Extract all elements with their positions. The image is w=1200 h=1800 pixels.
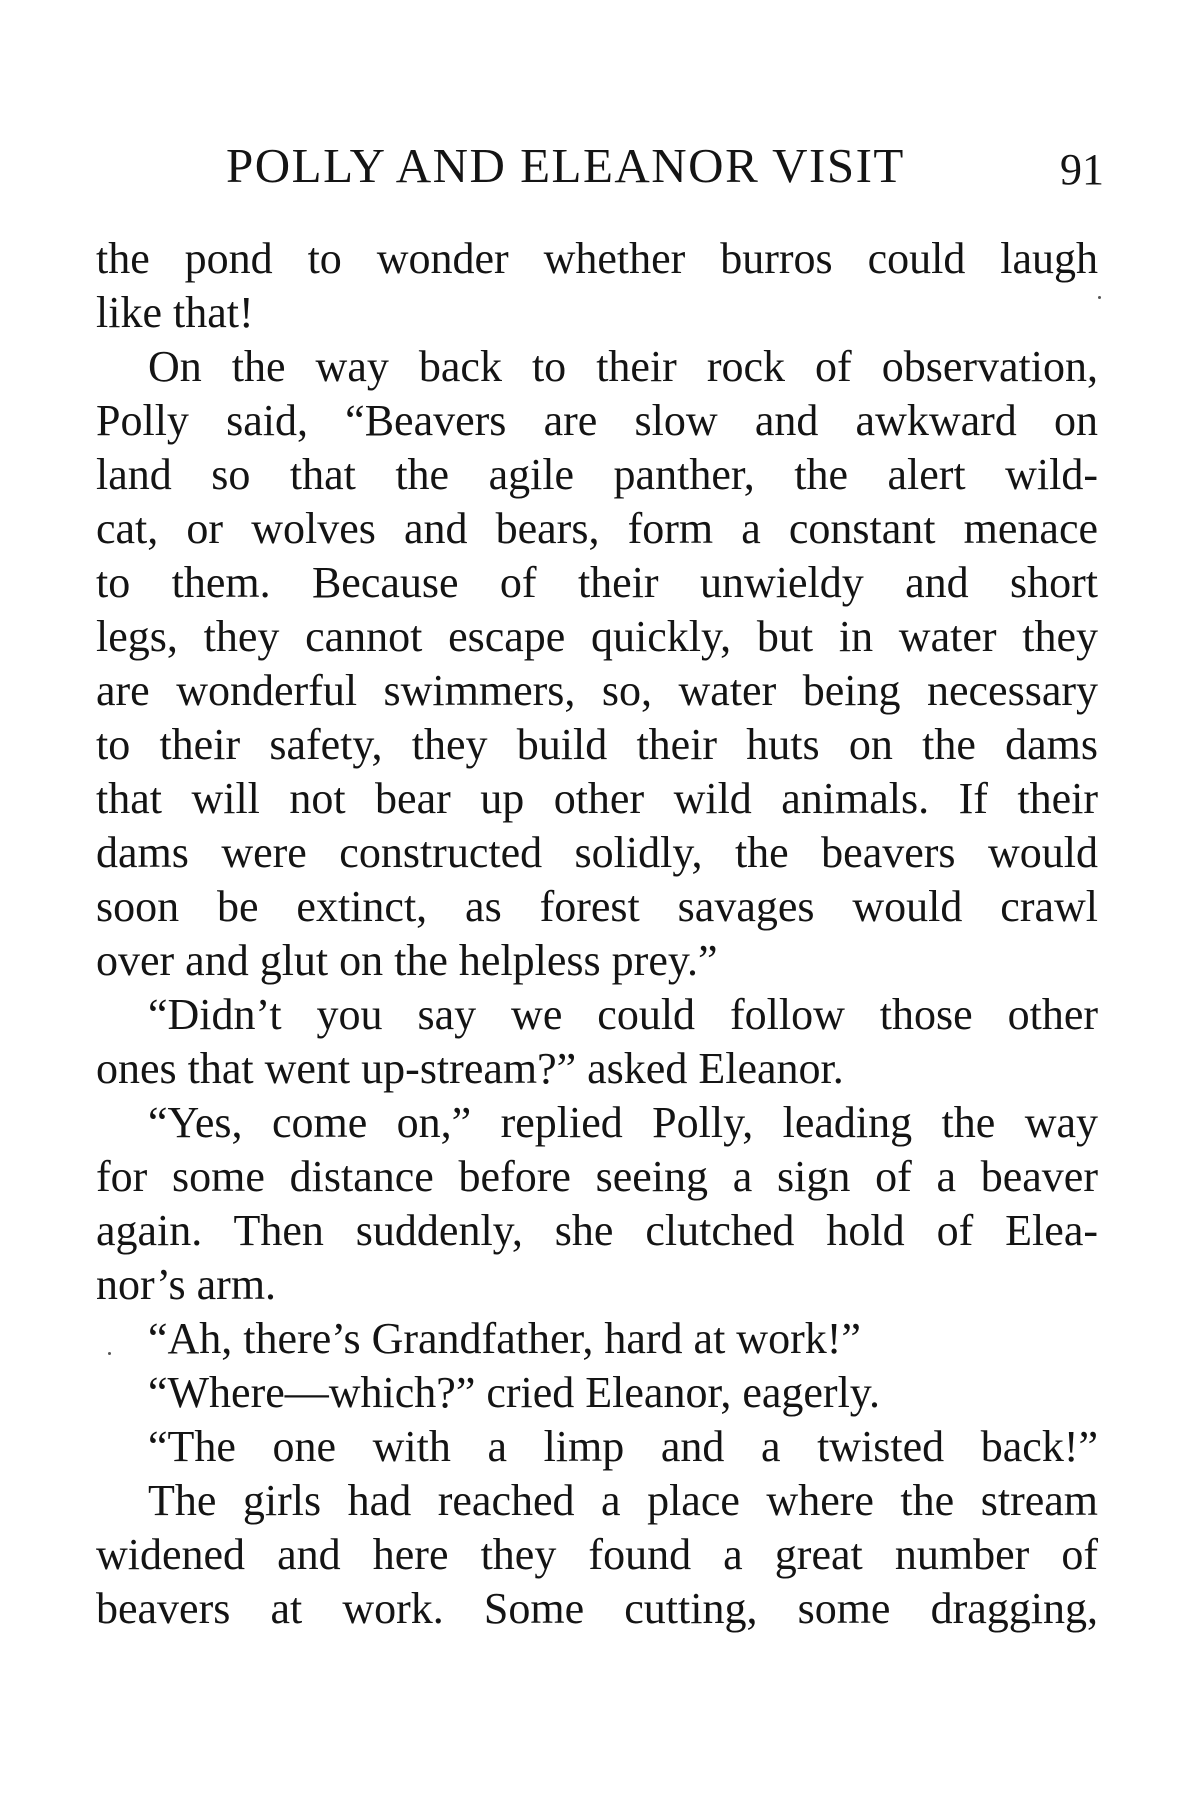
print-speck (108, 1352, 111, 1355)
text-line: legs, they cannot escape quickly, but in water they (96, 612, 1098, 661)
text-line: beavers at work. Some cutting, some dragging, (96, 1584, 1098, 1633)
text-line: to them. Because of their unwieldy and short (96, 558, 1098, 607)
text-line: “The one with a limp and a twisted back!” (148, 1422, 1098, 1471)
running-title: POLLY AND ELEANOR VISIT (226, 138, 905, 193)
text-line: “Yes, come on,” replied Polly, leading the way (148, 1098, 1098, 1147)
text-line: again. Then suddenly, she clutched hold of Elea- (96, 1206, 1098, 1255)
text-line: Polly said, “Beavers are slow and awkward on (96, 396, 1098, 445)
text-line: widened and here they found a great number of (96, 1530, 1098, 1579)
text-line: land so that the agile panther, the alert wild- (96, 450, 1098, 499)
text-line: cat, or wolves and bears, form a constant menace (96, 504, 1098, 553)
text-line: “Ah, there’s Grandfather, hard at work!” (148, 1314, 861, 1363)
text-line: to their safety, they build their huts on the dams (96, 720, 1098, 769)
print-speck (1098, 296, 1101, 299)
text-line: soon be extinct, as forest savages would crawl (96, 882, 1098, 931)
text-line: “Didn’t you say we could follow those other (148, 990, 1098, 1039)
text-line: over and glut on the helpless prey.” (96, 936, 718, 985)
text-line: like that! (96, 288, 254, 337)
page-number: 91 (1060, 145, 1104, 194)
text-line: On the way back to their rock of observation, (148, 342, 1098, 391)
running-head (96, 138, 1104, 194)
body-text (96, 232, 1098, 1636)
text-line: The girls had reached a place where the stream (148, 1476, 1098, 1525)
text-line: “Where—which?” cried Eleanor, eagerly. (148, 1368, 880, 1417)
text-line: that will not bear up other wild animals. If their (96, 774, 1098, 823)
text-line: for some distance before seeing a sign of a beaver (96, 1152, 1098, 1201)
text-line: the pond to wonder whether burros could laugh (96, 234, 1098, 283)
text-line: nor’s arm. (96, 1260, 277, 1309)
text-line: are wonderful swimmers, so, water being necessary (96, 666, 1098, 715)
text-line: dams were constructed solidly, the beavers would (96, 828, 1098, 877)
text-line: ones that went up-stream?” asked Eleanor. (96, 1044, 844, 1093)
